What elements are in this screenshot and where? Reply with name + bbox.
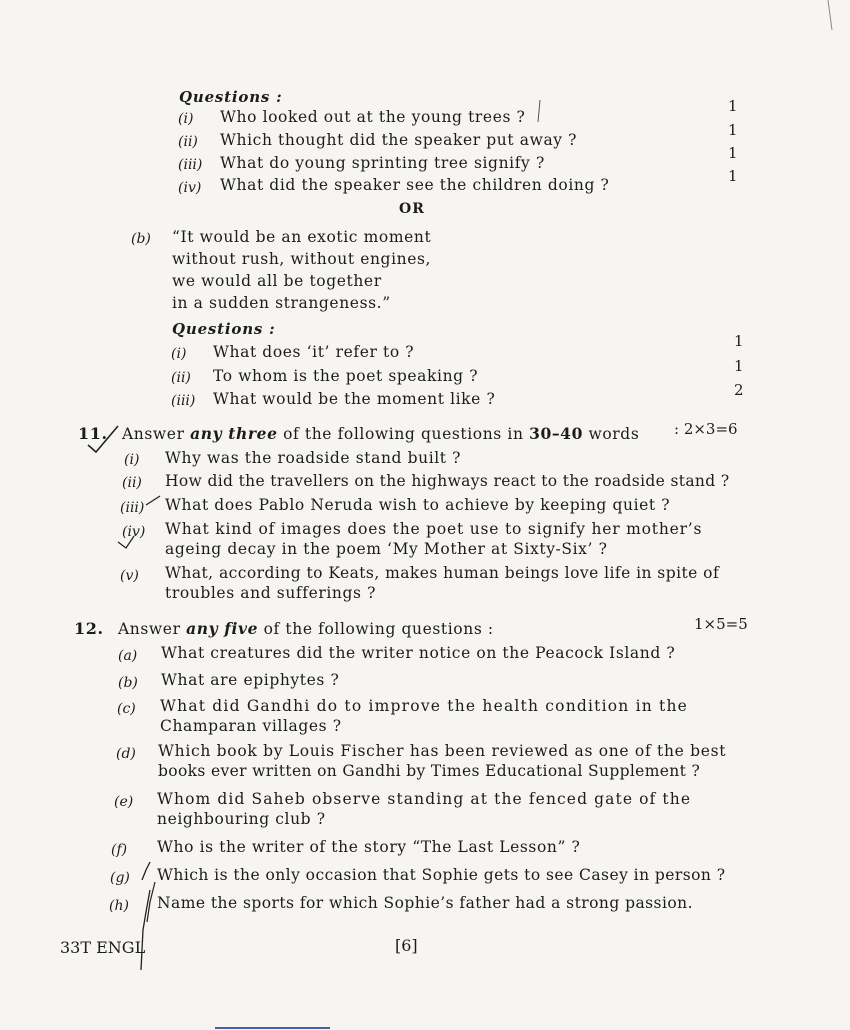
question-text: troubles and sufferings ? (165, 584, 377, 602)
question-text: Who is the writer of the story “The Last Lesson” ? (157, 838, 581, 856)
paper-code: 33T ENGL (60, 938, 146, 957)
item-number: (g) (110, 870, 130, 886)
q12-emph: any five (186, 619, 259, 638)
item-number: (ii) (122, 475, 142, 491)
question-text: What did Gandhi do to improve the health condition in the (160, 697, 689, 715)
question-text: To whom is the poet speaking ? (213, 367, 479, 385)
item-number: (iv) (178, 180, 202, 196)
question-text: What would be the moment like ? (213, 390, 496, 408)
question-text: Who looked out at the young trees ? (220, 108, 526, 126)
question-text: Which thought did the speaker put away ? (220, 131, 578, 149)
item-number: (v) (120, 568, 139, 584)
check-mark (88, 426, 118, 452)
item-number: (ii) (178, 134, 198, 150)
q12-pre: Answer (118, 620, 181, 638)
item-number: (b) (118, 675, 138, 691)
question-number-11: 11. (78, 424, 108, 443)
question-text: How did the travellers on the highways react to the roadside stand ? (165, 472, 730, 490)
marks: 1 (728, 167, 738, 185)
item-number: (i) (124, 452, 140, 468)
q11-marks: : 2×3=6 (674, 420, 738, 438)
item-number: (iv) (122, 524, 146, 540)
page-number: [6] (395, 936, 418, 955)
question-text: What creatures did the writer notice on the Peacock Island ? (161, 644, 676, 662)
item-number: (iii) (120, 500, 145, 516)
questions-heading-a: Questions : (179, 88, 283, 106)
marks: 1 (728, 97, 738, 115)
poem-line: “It would be an exotic moment (172, 228, 432, 246)
poem-line: we would all be together (172, 272, 382, 290)
item-number: (iii) (178, 157, 203, 173)
item-number: (d) (116, 746, 136, 762)
question-text: What, according to Keats, makes human beings love life in spite of (165, 564, 720, 582)
marks: 2 (734, 381, 744, 399)
question-text: Which book by Louis Fischer has been reviewed as one of the best (158, 742, 727, 760)
q11-pre: Answer (122, 425, 185, 443)
question-text: Which is the only occasion that Sophie gets to see Casey in person ? (157, 866, 726, 884)
q12-post: of the following questions : (263, 620, 494, 638)
item-number: (c) (117, 701, 136, 717)
page-edge-mark (828, 0, 832, 30)
question-text: Whom did Saheb observe standing at the fenced gate of the (157, 790, 692, 808)
q11-emph: any three (190, 424, 278, 443)
question-text: Champaran villages ? (160, 717, 342, 735)
item-number: (iii) (171, 393, 196, 409)
item-number: (a) (118, 648, 138, 664)
question-text: Why was the roadside stand built ? (165, 449, 462, 467)
extract-label: (b) (131, 231, 151, 247)
question-text: What do young sprinting tree signify ? (220, 154, 545, 172)
marks: 1 (734, 332, 744, 350)
item-number: (f) (111, 842, 128, 858)
item-number: (h) (109, 898, 129, 914)
question-text: neighbouring club ? (157, 810, 326, 828)
item-number: (e) (114, 794, 134, 810)
margin-pen-line (141, 862, 150, 970)
question-number-12: 12. (74, 619, 104, 638)
or-separator: OR (399, 201, 425, 217)
questions-heading-b: Questions : (172, 320, 276, 338)
item-number: (i) (171, 346, 187, 362)
question-text: What does ‘it’ refer to ? (213, 343, 415, 361)
question-text: What are epiphytes ? (161, 671, 340, 689)
marks: 1 (734, 357, 744, 375)
question-text: What did the speaker see the children doing ? (220, 176, 610, 194)
q12-marks: 1×5=5 (694, 615, 748, 633)
marks: 1 (728, 144, 738, 162)
poem-line: in a sudden strangeness.” (172, 294, 391, 312)
check-mark (146, 496, 160, 505)
check-mark (118, 536, 134, 548)
question-text: What kind of images does the poet use to signify her mother’s (165, 520, 703, 538)
pen-tick-mark (538, 100, 540, 122)
q11-mid: of the following questions in (283, 425, 524, 443)
poem-line: without rush, without engines, (172, 250, 432, 268)
marks: 1 (728, 121, 738, 139)
question-text: What does Pablo Neruda wish to achieve by keeping quiet ? (165, 496, 671, 514)
q11-post: words (588, 425, 640, 443)
question-text: ageing decay in the poem ‘My Mother at Sixty-Six’ ? (165, 540, 608, 558)
q11-words: 30–40 (529, 424, 583, 443)
question-text: books ever written on Gandhi by Times Educational Supplement ? (158, 762, 701, 780)
item-number: (i) (178, 111, 194, 127)
question-text: Name the sports for which Sophie’s father had a strong passion. (157, 894, 693, 912)
item-number: (ii) (171, 370, 191, 386)
